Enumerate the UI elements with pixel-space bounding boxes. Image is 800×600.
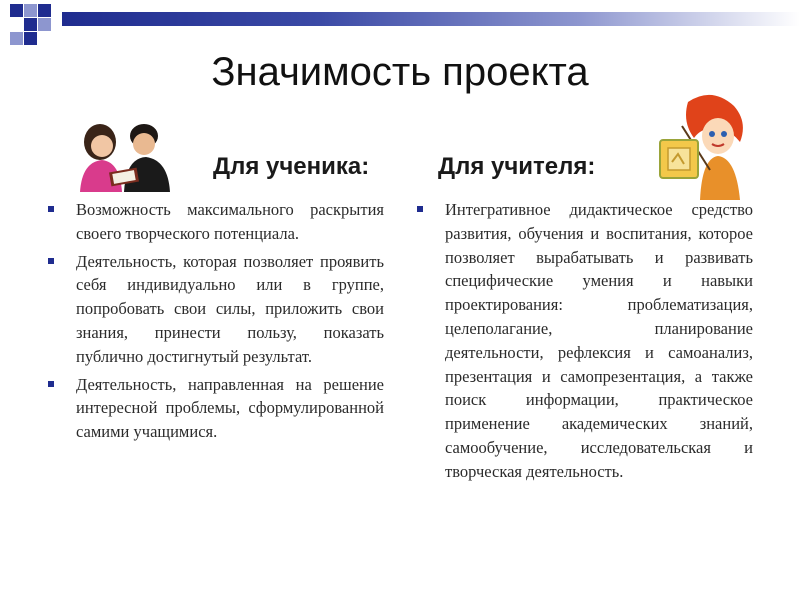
list-item [417, 198, 753, 484]
list-item [48, 250, 384, 369]
list-item-text: Деятельность, направленная на решение интересной проблемы, сформулированной самими учащимися. [76, 374, 384, 442]
decor-square [24, 18, 37, 31]
teacher-heading: Для учителя: [438, 153, 596, 180]
slide-title: Значимость проекта [211, 50, 589, 94]
bullet-square-icon [48, 258, 54, 264]
children-reading-image [60, 112, 180, 192]
decor-square [10, 4, 23, 17]
student-column [48, 198, 384, 448]
student-list [48, 198, 384, 444]
list-item-text: Возможность максимального раскрытия своего творческого потенциала. [76, 200, 384, 243]
bullet-square-icon [417, 206, 423, 212]
decor-square [24, 32, 37, 45]
header-decoration [0, 4, 800, 36]
list-item-text: Интегративное дидактическое средство развития, обучения и воспитания, которое позволяет вырабатывать и развивать специфические умения и навыки проектирования: проблематизация, целеполагание, планирование деятельности, рефлексия и самоанализ, презентация и самопрезентация, а также поиск информации, практическое применение академических знаний, самообучение, исследовательская и творческая деятельность. [445, 200, 753, 481]
list-item-text: Деятельность, которая позволяет проявить себя индивидуально или в группе, попробовать свои силы, приложить свои знания, принести пользу, показать публично достигнутый результат. [76, 251, 384, 366]
bullet-square-icon [48, 206, 54, 212]
header-gradient-bar [62, 12, 800, 26]
teacher-list [417, 198, 753, 484]
decor-square [10, 32, 23, 45]
list-item [48, 373, 384, 444]
decor-square [24, 4, 37, 17]
student-heading: Для ученика: [213, 153, 370, 180]
teacher-column [417, 198, 753, 488]
decor-square [38, 4, 51, 17]
bullet-square-icon [48, 381, 54, 387]
teacher-with-pointer-image [652, 92, 756, 200]
list-item [48, 198, 384, 246]
decor-square [38, 18, 51, 31]
